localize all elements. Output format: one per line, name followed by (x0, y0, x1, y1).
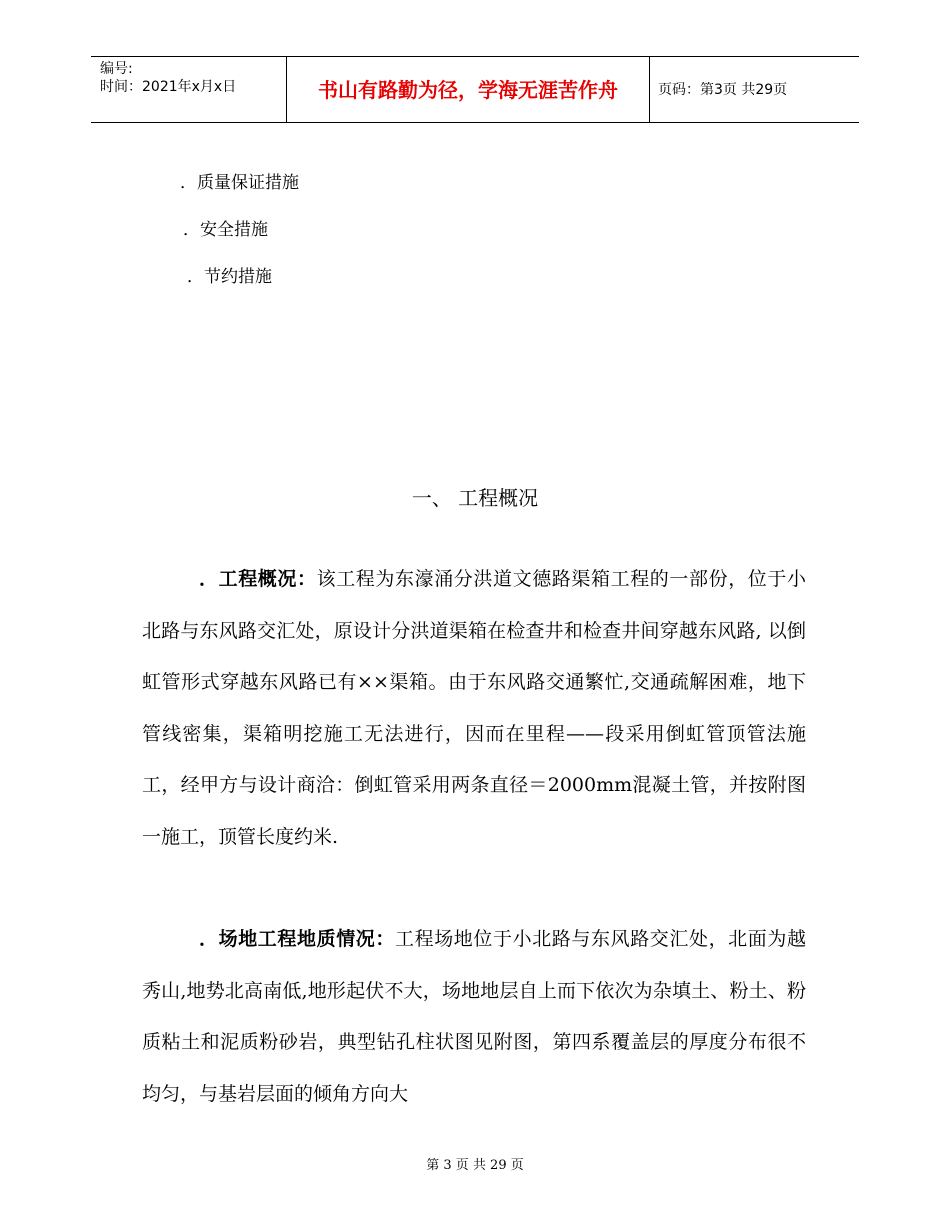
paragraph-geology (142, 914, 806, 1120)
toc-item-quality: ．质量保证措施 (180, 173, 299, 193)
header-bottom-rule (91, 122, 859, 123)
paragraph-lead: ．场地工程地质情况： (199, 928, 395, 950)
header-page-info: 页码：第3页 共29页 (658, 82, 788, 98)
header-serial-label: 编号: (100, 61, 133, 77)
header-divider-right (649, 56, 650, 123)
toc-item-safety: ．安全措施 (183, 220, 268, 240)
paragraph-lead: ．工程概况： (199, 568, 317, 590)
paragraph-project-overview (142, 554, 806, 863)
paragraph-text: 工程场地位于小北路与东风路交汇处，北面为越秀山,地势北高南低,地形起伏不大，场地地层自上而下依次为杂填土、粉土、粉质粘土和泥质粉砂岩，典型钻孔柱状图见附图，第四系覆盖层的厚度分布很不均匀，与基岩层面的倾角方向大 (142, 928, 806, 1105)
header-motto: 书山有路勤为径，学海无涯苦作舟 (318, 78, 618, 102)
header-time-label: 时间：2021年x月x日 (100, 79, 237, 95)
section-title: 一、 工程概况 (411, 486, 539, 510)
toc-item-saving: ．节约措施 (187, 267, 272, 287)
page-footer: 第 3 页 共 29 页 (426, 1158, 524, 1173)
paragraph-text: 该工程为东濠涌分洪道文德路渠箱工程的一部份，位于小北路与东风路交汇处，原设计分洪道渠箱在检查井和检查井间穿越东风路, 以倒虹管形式穿越东风路已有××渠箱。由于东风路交通繁忙,交通疏解困难，地下管线密集，渠箱明挖施工无法进行，因而在里程——段采用倒虹管顶管法施工，经甲方与设计商洽：倒虹管采用两条直径＝2000mm混凝土管，并按附图一施工，顶管长度约米. (142, 568, 806, 848)
header-top-rule (91, 56, 859, 57)
